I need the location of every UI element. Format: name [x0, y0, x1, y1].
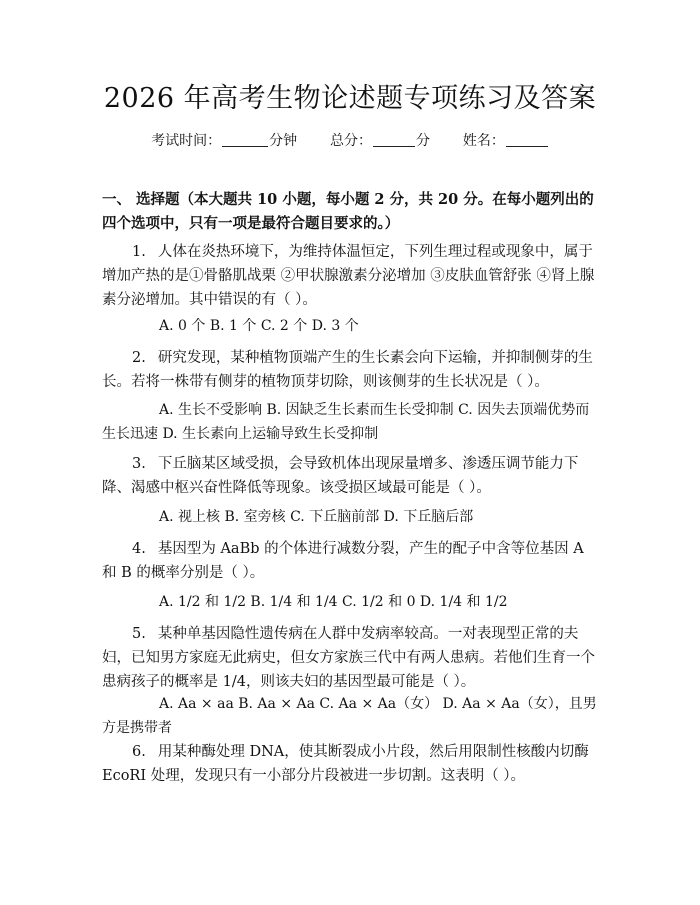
- exam-info-line: [0, 131, 700, 151]
- question-2-options: [102, 398, 602, 446]
- question-number: 6.: [132, 744, 146, 760]
- question-stem: 基因型为 AaBb 的个体进行减数分裂，产生的配子中含等位基因 A 和 B 的概率分别是（ ）。: [102, 541, 584, 581]
- name-blank[interactable]: [506, 132, 548, 147]
- question-1-options: [102, 314, 602, 338]
- time-blank[interactable]: [222, 132, 268, 147]
- name-label: 姓名：: [462, 133, 505, 149]
- options-text: A. 1/2 和 1/2 B. 1/4 和 1/4 C. 1/2 和 0 D. 1/4 和 1/2: [159, 594, 508, 610]
- question-1: [102, 240, 602, 312]
- question-number: 2.: [132, 350, 146, 366]
- question-4-options: [102, 590, 602, 614]
- question-5: [102, 622, 602, 694]
- section-heading: 一、 选择题（本大题共 10 小题，每小题 2 分，共 20 分。在每小题列出的四个选项中，只有一项是最符合题目要求的。）: [102, 191, 594, 232]
- question-number: 1.: [132, 244, 146, 260]
- page-title: 2026 年高考生物论述题专项练习及答案: [103, 83, 597, 114]
- time-label: 考试时间：: [151, 133, 222, 149]
- time-unit: 分钟: [269, 133, 298, 149]
- options-text: A. 生长不受影响 B. 因缺乏生长素而生长受抑制 C. 因失去顶端优势而生长迅速 D. 生长素向上运输导致生长受抑制: [102, 402, 590, 442]
- question-stem: 用某种酶处理 DNA，使其断裂成小片段，然后用限制性核酸内切酶 EcoRI 处理，发现只有一小部分片段被进一步切割。这表明（ ）。: [102, 744, 589, 784]
- question-6: [102, 740, 602, 788]
- options-text: A. Aa × aa B. Aa × Aa C. Aa × Aa（女） D. Aa × Aa（女），且男方是携带者: [102, 696, 597, 736]
- options-text: A. 视上核 B. 室旁核 C. 下丘脑前部 D. 下丘脑后部: [159, 509, 474, 525]
- question-3-options: [102, 505, 602, 529]
- question-5-options: [102, 692, 602, 740]
- question-stem: 下丘脑某区域受损，会导致机体出现尿量增多、渗透压调节能力下降、渴感中枢兴奋性降低等现象。该受损区域最可能是（ ）。: [102, 456, 579, 496]
- options-text: A. 0 个 B. 1 个 C. 2 个 D. 3 个: [159, 318, 359, 334]
- score-label: 总分：: [330, 133, 372, 149]
- question-stem: 某种单基因隐性遗传病在人群中发病率较高。一对表现型正常的夫妇，已知男方家庭无此病史，但女方家族三代中有两人患病。若他们生育一个患病孩子的概率是 1/4，则该夫妇的基因型最可能是（ ）。: [102, 626, 595, 690]
- question-stem: 人体在炎热环境下，为维持体温恒定，下列生理过程或现象中，属于增加产热的是①骨骼肌战栗 ②甲状腺激素分泌增加 ③皮肤血管舒张 ④肾上腺素分泌增加。其中错误的有（ ）。: [102, 244, 595, 308]
- question-4: [102, 537, 602, 585]
- question-2: [102, 346, 602, 394]
- score-blank[interactable]: [373, 132, 415, 147]
- question-number: 5.: [132, 626, 146, 642]
- question-number: 3.: [132, 456, 146, 472]
- score-unit: 分: [416, 133, 430, 149]
- question-stem: 研究发现，某种植物顶端产生的生长素会向下运输，并抑制侧芽的生长。若将一株带有侧芽的植物顶芽切除，则该侧芽的生长状况是（ ）。: [102, 350, 593, 390]
- question-3: [102, 452, 602, 500]
- question-number: 4.: [132, 541, 146, 557]
